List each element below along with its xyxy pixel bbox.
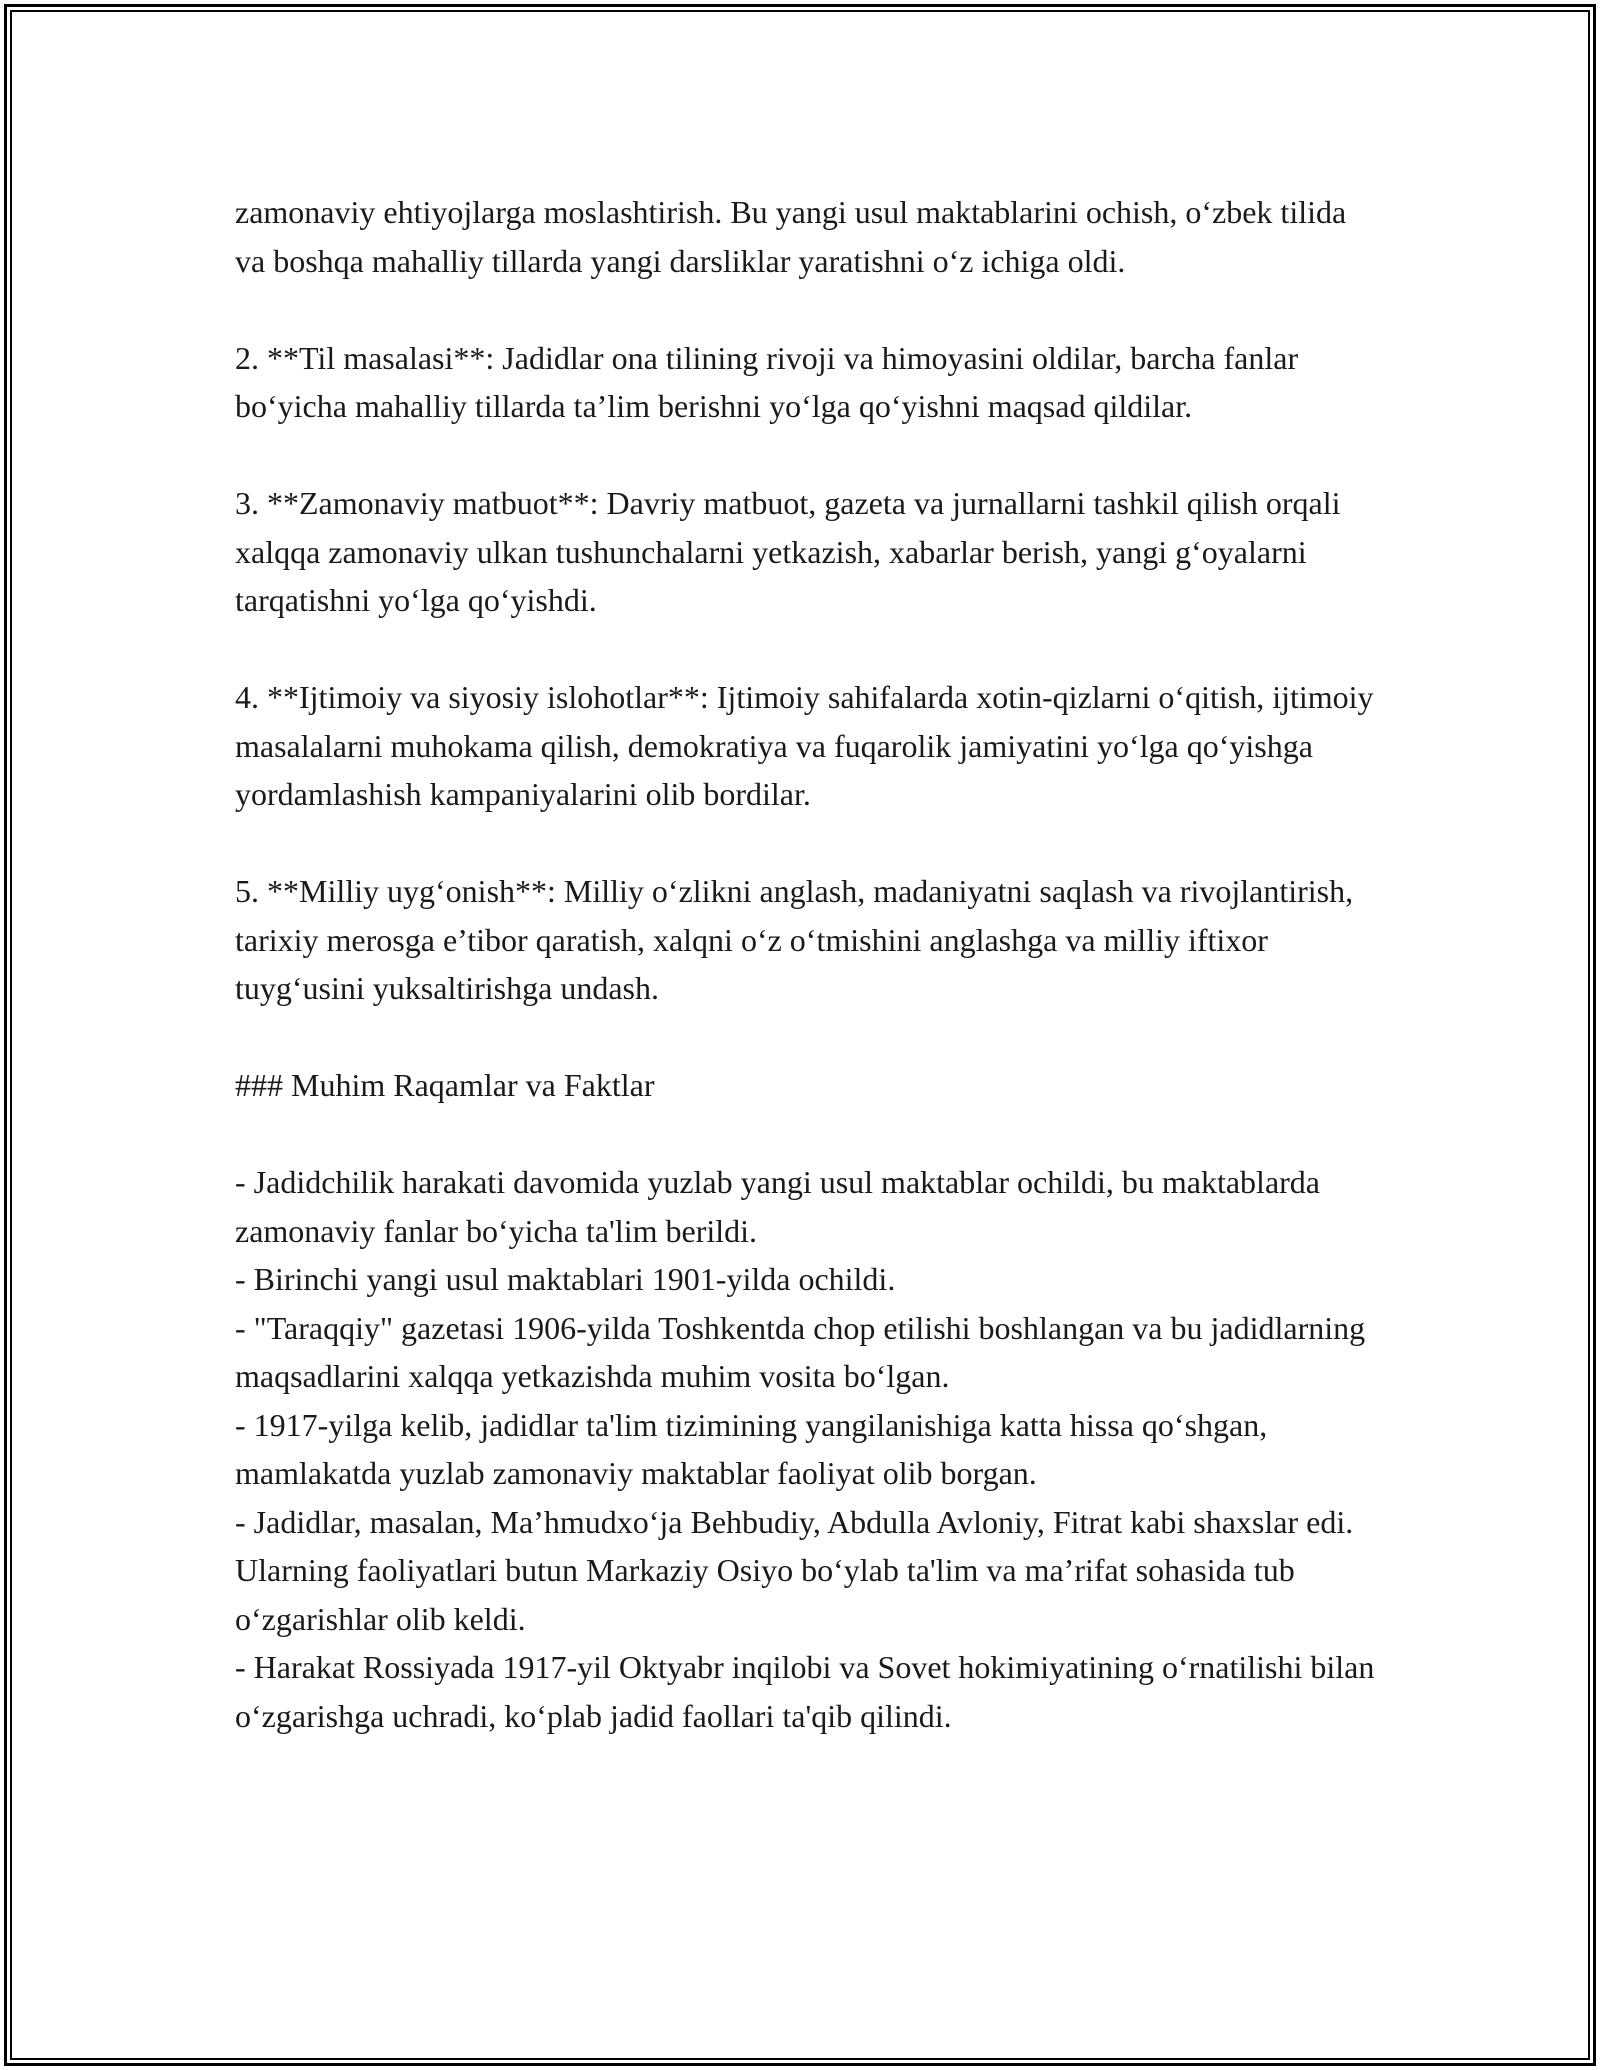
- paragraph-ijtimoiy-islohotlar: 4. **Ijtimoiy va siyosiy islohotlar**: Ijtimoiy sahifalarda xotin-qizlarni o‘qitish, ijtimoiy masalalarni muhokama qilish, demokratiya va fuqarolik jamiyatini yo‘lga qo‘yishga yordamlashish kampaniyalarini olib bordilar.: [235, 679, 1374, 812]
- document-body: [235, 188, 1375, 1740]
- list-item: - Birinchi yangi usul maktablari 1901-yilda ochildi.: [235, 1261, 896, 1297]
- paragraph-intro-continuation: zamonaviy ehtiyojlarga moslashtirish. Bu yangi usul maktablarini ochish, o‘zbek tilida va boshqa mahalliy tillarda yangi darsliklar yaratishni o‘z ichiga oldi.: [235, 194, 1347, 279]
- paragraph-milliy-uygonish: 5. **Milliy uyg‘onish**: Milliy o‘zlikni anglash, madaniyatni saqlash va rivojlantirish, tarixiy merosga e’tibor qaratish, xalqni o‘z o‘tmishini anglashga va milliy iftixor tuyg‘usini yuksaltirishga undash.: [235, 873, 1354, 1006]
- list-item: - "Taraqqiy" gazetasi 1906-yilda Toshkentda chop etilishi boshlangan va bu jadidlarning maqsadlarini xalqqa yetkazishda muhim vosita bo‘lgan.: [235, 1309, 1366, 1394]
- paragraph-til-masalasi: 2. **Til masalasi**: Jadidlar ona tilining rivoji va himoyasini oldilar, barcha fanlar bo‘yicha mahalliy tillarda ta’lim berishni yo‘lga qo‘yishni maqsad qildilar.: [235, 339, 1299, 424]
- list-item: - Jadidchilik harakati davomida yuzlab yangi usul maktablar ochildi, bu maktablarda zamonaviy fanlar bo‘yicha ta'lim berildi.: [235, 1164, 1320, 1249]
- paragraph-zamonaviy-matbuot: 3. **Zamonaviy matbuot**: Davriy matbuot, gazeta va jurnallarni tashkil qilish orqali xalqqa zamonaviy ulkan tushunchalarni yetkazish, xabarlar berish, yangi g‘oyalarni tarqatishni yo‘lga qo‘yishdi.: [235, 485, 1341, 618]
- section-heading: ### Muhim Raqamlar va Faktlar: [235, 1067, 655, 1103]
- facts-list: [235, 1158, 1375, 1740]
- list-item: - Jadidlar, masalan, Ma’hmudxo‘ja Behbudiy, Abdulla Avloniy, Fitrat kabi shaxslar edi. Ularning faoliyatlari butun Markaziy Osiyo bo‘ylab ta'lim va ma’rifat sohasida tub o‘zgarishlar olib keldi.: [235, 1503, 1354, 1637]
- list-item: - Harakat Rossiyada 1917-yil Oktyabr inqilobi va Sovet hokimiyatining o‘rnatilishi bilan o‘zgarishga uchradi, ko‘plab jadid faollari ta'qib qilindi.: [235, 1649, 1375, 1734]
- list-item: - 1917-yilga kelib, jadidlar ta'lim tizimining yangilanishiga katta hissa qo‘shgan, mamlakatda yuzlab zamonaviy maktablar faoliyat olib borgan.: [235, 1406, 1268, 1491]
